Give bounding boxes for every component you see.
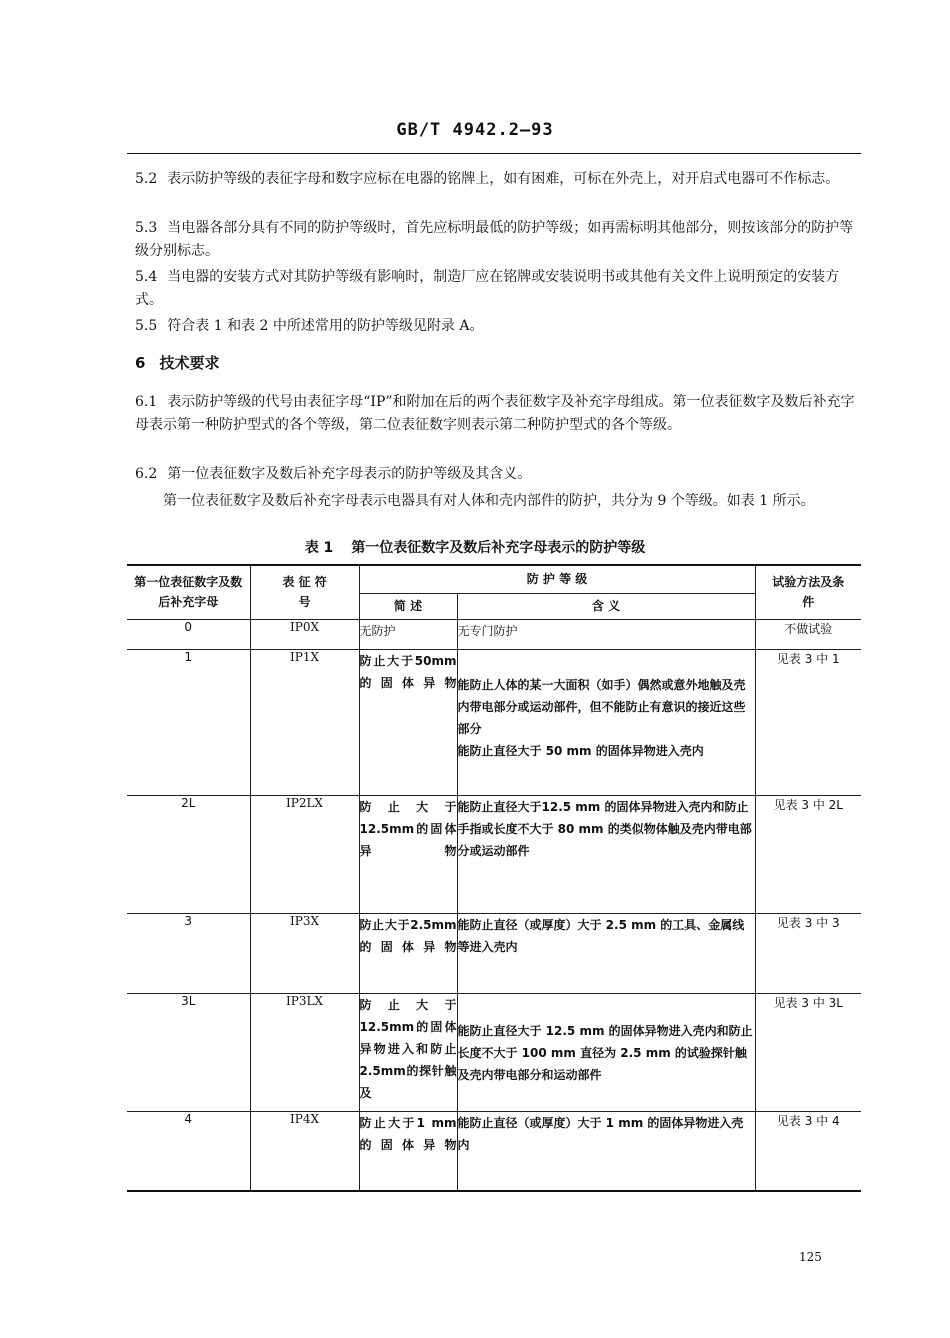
cell-brief: 防止大于50mm的固体异物 bbox=[359, 649, 457, 795]
cell-test: 见表 3 中 2L bbox=[755, 795, 861, 913]
cell-symbol: IP3LX bbox=[250, 993, 359, 1111]
table-row bbox=[127, 795, 861, 913]
header-first-digit: 第一位表征数字及数后补充字母 bbox=[127, 565, 250, 619]
cell-code: 4 bbox=[127, 1111, 250, 1191]
header-brief: 简 述 bbox=[359, 593, 457, 619]
paragraph-text: 第一位表征数字及数后补充字母表示的防护等级及其含义。 bbox=[167, 466, 532, 482]
cell-test: 见表 3 中 3L bbox=[755, 993, 861, 1111]
cell-brief: 防止大于2.5mm的固体异物 bbox=[359, 913, 457, 993]
standard-header: GB/T 4942.2—93 bbox=[396, 120, 554, 140]
paragraph-text: 符合表 1 和表 2 中所述常用的防护等级见附录 A。 bbox=[167, 318, 484, 334]
cell-code: 3L bbox=[127, 993, 250, 1111]
table-caption bbox=[0, 537, 950, 557]
cell-brief: 无防护 bbox=[359, 619, 457, 649]
header-symbol: 表 征 符 号 bbox=[250, 565, 359, 619]
header-protection-level: 防 护 等 级 bbox=[359, 565, 755, 593]
table-title: 第一位表征数字及数后补充字母表示的防护等级 bbox=[351, 540, 646, 556]
section-title-text: 技术要求 bbox=[159, 354, 220, 372]
cell-test: 见表 3 中 1 bbox=[755, 649, 861, 795]
cell-code: 1 bbox=[127, 649, 250, 795]
cell-meaning: 能防止直径（或厚度）大于 1 mm 的固体异物进入壳内 bbox=[457, 1111, 755, 1191]
paragraph-6-2-body bbox=[135, 490, 861, 513]
paragraph-number: 5.2 bbox=[135, 171, 158, 187]
cell-symbol: IP0X bbox=[250, 619, 359, 649]
cell-symbol: IP1X bbox=[250, 649, 359, 795]
cell-test: 不做试验 bbox=[755, 619, 861, 649]
paragraph-text: 表示防护等级的代号由表征字母“IP”和附加在后的两个表征数字及补充字母组成。第一位表征数字及数后补充字母表示第一种防护型式的各个等级，第二位表征数字则表示第二种防护型式的各个等级。 bbox=[135, 394, 855, 433]
cell-meaning: 能防止人体的某一大面积（如手）偶然或意外地触及壳内带电部分或运动部件，但不能防止有意识的接近这些部分 能防止直径大于 50 mm 的固体异物进入壳内 bbox=[457, 649, 755, 795]
cell-test: 见表 3 中 4 bbox=[755, 1111, 861, 1191]
cell-code: 3 bbox=[127, 913, 250, 993]
protection-level-table bbox=[127, 564, 861, 1192]
paragraph-number: 6.1 bbox=[135, 394, 158, 410]
paragraph-5-2 bbox=[135, 168, 861, 191]
paragraph-5-4 bbox=[135, 266, 861, 311]
paragraph-5-5 bbox=[135, 315, 861, 338]
table-row bbox=[127, 1111, 861, 1191]
paragraph-text: 当电器的安装方式对其防护等级有影响时，制造厂应在铭牌或安装说明书或其他有关文件上说明预定的安装方式。 bbox=[135, 269, 840, 308]
section-6-title bbox=[135, 352, 219, 373]
cell-brief: 防止大于1 mm的固体异物 bbox=[359, 1111, 457, 1191]
table-row bbox=[127, 993, 861, 1111]
page-number: 125 bbox=[799, 1250, 822, 1264]
paragraph-number: 5.4 bbox=[135, 269, 158, 285]
cell-meaning: 能防止直径大于12.5 mm 的固体异物进入壳内和防止手指或长度不大于 80 mm 的类似物体触及壳内带电部分或运动部件 bbox=[457, 795, 755, 913]
table-row bbox=[127, 913, 861, 993]
cell-meaning: 能防止直径（或厚度）大于 2.5 mm 的工具、金属线等进入壳内 bbox=[457, 913, 755, 993]
table-number: 表 1 bbox=[304, 540, 334, 556]
cell-symbol: IP2LX bbox=[250, 795, 359, 913]
cell-code: 2L bbox=[127, 795, 250, 913]
paragraph-number: 5.5 bbox=[135, 318, 158, 334]
paragraph-number: 6.2 bbox=[135, 466, 158, 482]
paragraph-6-2 bbox=[135, 463, 861, 486]
cell-meaning: 能防止直径大于 12.5 mm 的固体异物进入壳内和防止长度不大于 100 mm 直径为 2.5 mm 的试验探针触及壳内带电部分和运动部件 bbox=[457, 993, 755, 1111]
paragraph-number: 5.3 bbox=[135, 220, 158, 236]
cell-symbol: IP3X bbox=[250, 913, 359, 993]
header-meaning: 含 义 bbox=[457, 593, 755, 619]
paragraph-text: 当电器各部分具有不同的防护等级时，首先应标明最低的防护等级；如再需标明其他部分，则按该部分的防护等级分别标志。 bbox=[135, 220, 854, 259]
table-row bbox=[127, 649, 861, 795]
paragraph-text: 表示防护等级的表征字母和数字应标在电器的铭牌上，如有困难，可标在外壳上，对开启式电器可不作标志。 bbox=[167, 171, 840, 187]
paragraph-6-1 bbox=[135, 391, 861, 436]
table-row bbox=[127, 619, 861, 649]
paragraph-text: 第一位表征数字及数后补充字母表示电器具有对人体和壳内部件的防护，共分为 9 个等级。如表 1 所示。 bbox=[163, 493, 815, 509]
cell-symbol: IP4X bbox=[250, 1111, 359, 1191]
header-test-method: 试验方法及条件 bbox=[755, 565, 861, 619]
cell-test: 见表 3 中 3 bbox=[755, 913, 861, 993]
header-rule bbox=[127, 153, 861, 154]
cell-brief: 防止大于12.5mm的固体异物 bbox=[359, 795, 457, 913]
section-number: 6 bbox=[135, 354, 146, 372]
cell-brief: 防止大于12.5mm的固体异物进入和防止2.5mm的探针触及 bbox=[359, 993, 457, 1111]
cell-meaning: 无专门防护 bbox=[457, 619, 755, 649]
cell-code: 0 bbox=[127, 619, 250, 649]
paragraph-5-3 bbox=[135, 217, 861, 262]
